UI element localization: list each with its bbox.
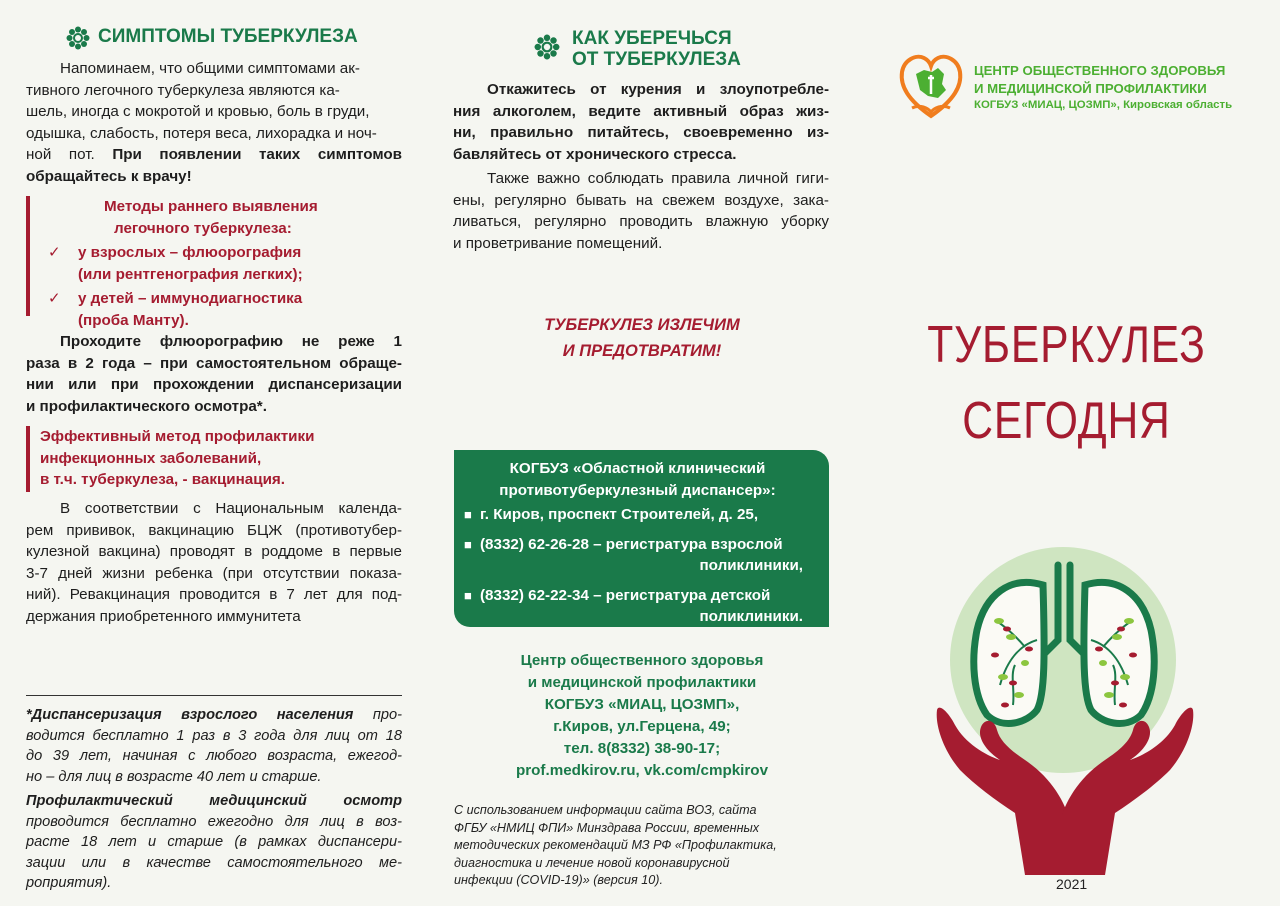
logo-line: И МЕДИЦИНСКОЙ ПРОФИЛАКТИКИ — [974, 80, 1207, 96]
phone-text[interactable] — [480, 585, 811, 628]
center-line: Центр общественного здоровья — [520, 652, 764, 669]
symptoms-line — [26, 144, 402, 166]
source-line: ФГБУ «НМИЦ ФПИ» Минздрава России, временных — [454, 820, 760, 835]
source-line: диагностика и лечение новой коронавирусной — [454, 855, 730, 870]
bullet-square-icon: ■ — [464, 536, 472, 552]
fluoro-line: и профилактического осмотра*. — [26, 397, 267, 415]
fluoro-line: Проходите флюорографию не реже 1 — [60, 333, 402, 350]
footnote-line: расте 18 лет и старше (в рамках диспансери- — [26, 834, 402, 850]
left-panel — [0, 0, 427, 906]
flower-icon — [66, 26, 90, 50]
hygiene-line: Также важно соблюдать правила личной гиги- — [487, 170, 829, 187]
heart-logo-icon — [898, 50, 964, 122]
footnote-line — [26, 705, 402, 726]
bullet-square-icon: ■ — [464, 507, 472, 522]
hygiene-paragraph — [453, 168, 829, 254]
bcg-line: рем прививок, вакцинацию БЦЖ (противотубер- — [26, 521, 402, 539]
dispensary-title-line: противотуберкулезный диспансер»: — [499, 481, 776, 499]
vaccination-line: Эффективный метод профилактики — [40, 428, 315, 445]
method-line: у детей – иммунодиагностика — [78, 290, 303, 307]
middle-panel — [427, 0, 853, 906]
list-item — [26, 288, 402, 331]
center-line: г.Киров, ул.Герцена, 49; — [553, 718, 731, 735]
health-center-contacts — [447, 650, 837, 782]
footnote-title: Профилактический медицинский осмотр — [26, 793, 402, 809]
bcg-line: кулезной вакцина) проводят в роддоме в первые — [26, 543, 402, 560]
slogan-line: ТУБЕРКУЛЕЗ ИЗЛЕЧИМ — [544, 316, 740, 334]
bcg-paragraph — [26, 498, 402, 627]
symptoms-line-end: ной пот. — [26, 146, 95, 163]
methods-title: Методы раннего выявления — [104, 198, 318, 215]
hygiene-line: ены, регулярно бывать на свежем воздухе, зака- — [453, 191, 829, 209]
source-line: методических рекомендаций МЗ РФ «Профилактика, — [454, 838, 777, 852]
heading-line: КАК УБЕРЕЧЬСЯ — [572, 28, 732, 49]
symptoms-heading — [66, 26, 358, 50]
source-line: инфекции (COVID-19)» (версия 10). — [454, 873, 663, 887]
right-panel — [853, 0, 1280, 906]
vaccination-block — [40, 426, 400, 491]
phone-line: (8332) 62-26-28 – регистратура взрослой — [480, 535, 783, 553]
footnote-text: про- — [353, 707, 402, 723]
phone-line: поликлиники, — [699, 557, 803, 574]
footnote-line: но – для лиц в возрасте 40 лет и старше. — [26, 768, 322, 785]
logo-text — [974, 62, 1274, 115]
footnote-title: *Диспансеризация взрослого населения — [26, 707, 354, 723]
phone-row — [464, 585, 811, 628]
symptoms-line: шель, иногда с мокротой и кровью, боль в груди, — [26, 103, 370, 120]
advice-line: Откажитесь от курения и злоупотребле- — [487, 81, 829, 98]
symptoms-paragraph — [26, 58, 402, 187]
fluoro-line: раза в 2 года – при самостоятельном обраще- — [26, 354, 402, 372]
bcg-line: 3-7 дней жизни ребенка (при отсутствии показа- — [26, 564, 402, 582]
prevention-heading — [534, 28, 741, 70]
slogan — [447, 312, 837, 364]
advice-paragraph — [453, 79, 829, 165]
cover-title-line: ТУБЕРКУЛЕЗ — [927, 316, 1206, 374]
vaccination-line: инфекционных заболеваний, — [40, 449, 262, 467]
logo-line: КОГБУЗ «МИАЦ, ЦОЗМП», Кировская область — [974, 99, 1233, 111]
footnote-line: роприятия). — [26, 875, 112, 891]
methods-block — [26, 196, 402, 331]
symptoms-heading-text: СИМПТОМЫ ТУБЕРКУЛЕЗА — [98, 26, 358, 47]
address-row — [464, 504, 811, 526]
bcg-line: В соответствии с Национальным календа- — [60, 500, 402, 517]
bullet-square-icon: ■ — [464, 587, 472, 603]
check-icon: ✓ — [48, 244, 61, 261]
fluorography-paragraph — [26, 331, 402, 417]
symptoms-line: Напоминаем, что общими симптомами ак- — [60, 60, 360, 77]
symptoms-line: одышка, слабость, потеря веса, лихорадка и ноч- — [26, 124, 377, 142]
organization-logo — [898, 50, 1268, 122]
phone-line: (8332) 62-22-34 – регистратура детской — [480, 586, 771, 604]
fluoro-line: нии или при прохождении диспансеризации — [26, 376, 402, 393]
center-line: КОГБУЗ «МИАЦ, ЦОЗМП», — [544, 696, 740, 713]
advice-line: ни, правильно питайтесь, своевременно из- — [453, 124, 829, 141]
bcg-line: держания приобретенного иммунитета — [26, 607, 301, 625]
advice-line: ния алкоголем, ведите активный образ жиз- — [453, 102, 829, 120]
vaccination-bar — [26, 426, 30, 492]
phone-line: поликлиники. — [699, 608, 803, 625]
vaccination-line: в т.ч. туберкулеза, - вакцинация. — [40, 471, 285, 488]
check-icon: ✓ — [48, 290, 61, 307]
methods-list — [26, 242, 402, 331]
heading-line: ОТ ТУБЕРКУЛЕЗА — [572, 49, 741, 70]
bcg-line: ний). Ревакцинация проводится в 7 лет для под- — [26, 586, 402, 603]
footnote-line: зации или в качестве самостоятельного ме- — [26, 854, 402, 871]
dispensary-title — [464, 458, 811, 501]
logo-line: ЦЕНТР ОБЩЕСТВЕННОГО ЗДОРОВЬЯ — [974, 63, 1226, 78]
prevention-heading-text — [572, 28, 741, 70]
footnote-divider — [26, 695, 402, 696]
cover-title — [853, 312, 1280, 454]
phone-row — [464, 534, 811, 577]
phone-text[interactable] — [480, 534, 811, 577]
footnote-line: до 39 лет, начиная с любого возраста, ежегод- — [26, 748, 402, 764]
method-line: у взрослых – флюорография — [78, 244, 302, 261]
footnotes — [26, 705, 402, 894]
year: 2021 — [1056, 876, 1088, 892]
methods-title: легочного туберкулеза: — [114, 219, 292, 237]
center-line: тел. 8(8332) 38-90-17; — [563, 740, 721, 757]
lungs-in-hands-illustration — [915, 545, 1215, 885]
dispensary-contact-box — [454, 450, 829, 627]
see-doctor-text: При появлении таких симптомов — [112, 146, 402, 163]
footnote-line: проводится бесплатно ежегодно для лиц в воз- — [26, 813, 402, 830]
dispensary-title-line: КОГБУЗ «Областной клинический — [509, 460, 766, 477]
address-text: г. Киров, проспект Строителей, д. 25, — [480, 506, 759, 523]
footnote-line: водится бесплатно 1 раз в 3 года для лиц от 18 — [26, 727, 402, 744]
list-item — [26, 242, 402, 285]
hygiene-line: и проветривание помещений. — [453, 234, 663, 252]
flower-icon — [534, 34, 560, 60]
cover-title-line: СЕГОДНЯ — [962, 392, 1171, 450]
hygiene-line: ливаться, регулярно проводить влажную уборку — [453, 213, 829, 230]
method-line: (проба Манту). — [78, 311, 189, 329]
website-links[interactable]: prof.medkirov.ru, vk.com/cmpkirov — [515, 762, 769, 779]
center-line: и медицинской профилактики — [527, 674, 757, 691]
source-line: С использованием информации сайта ВОЗ, сайта — [454, 803, 757, 817]
method-line: (или рентгенография легких); — [78, 265, 303, 283]
sources-note — [454, 802, 834, 890]
advice-line: бавляйтесь от хронического стресса. — [453, 145, 737, 163]
symptoms-line: тивного легочного туберкулеза являются ка- — [26, 81, 340, 99]
slogan-line: И ПРЕДОТВРАТИМ! — [562, 342, 722, 360]
see-doctor-text: обращайтесь к врачу! — [26, 167, 192, 185]
